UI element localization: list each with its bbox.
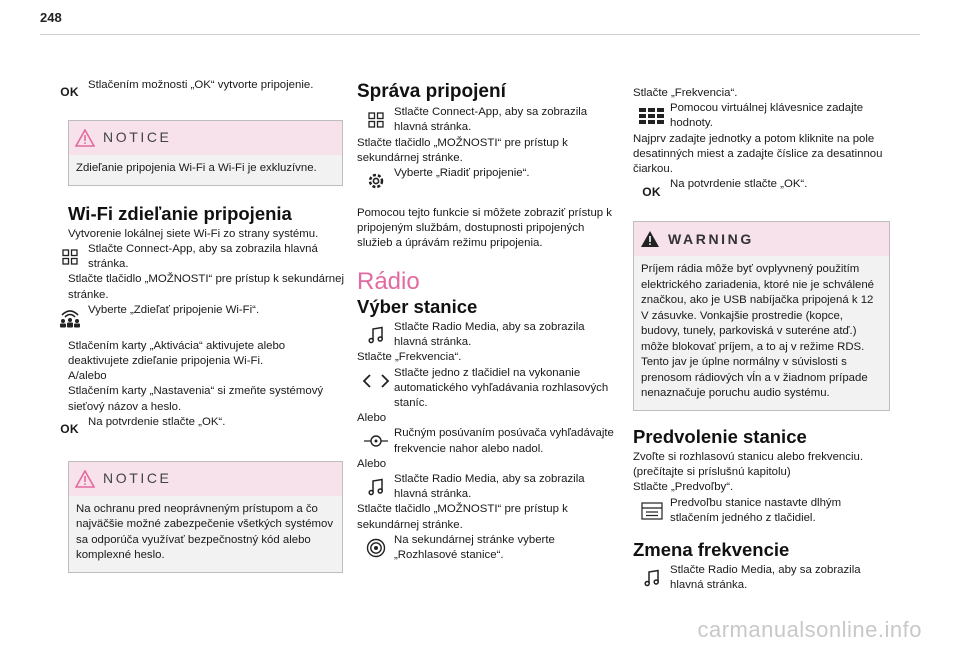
paragraph: Stlačením karty „Nastavenia“ si zmeňte systémový sieťový názov a heslo. bbox=[68, 385, 324, 413]
step-share-wifi: Vyberte „Zdieľať pripojenie Wi-Fi“. bbox=[88, 303, 346, 333]
step-radio-media: Stlačte Radio Media, aby sa zobrazila hlavná stránka. bbox=[394, 320, 615, 350]
paragraph: Alebo bbox=[357, 412, 387, 425]
wifi-sharing-icon bbox=[51, 303, 88, 333]
warning-triangle-icon bbox=[75, 470, 95, 488]
column-2 bbox=[357, 81, 615, 563]
step-confirm-ok: OK Stlačením možnosti „OK“ vytvorte pripojenie. bbox=[88, 78, 346, 108]
music-note-icon bbox=[633, 563, 670, 593]
paragraph: Stlačte tlačidlo „MOŽNOSTI“ pre prístup k sekundárnej stránke. bbox=[68, 273, 345, 301]
notice-text: Na ochranu pred neoprávneným prístupom a čo najväčšie možné zabezpečenie všetkých systémov sa odporúča využívať bezpečnostný kód alebo komplexné heslo. bbox=[69, 496, 342, 572]
connect-app-icon bbox=[51, 242, 88, 272]
step-manage-connection: Vyberte „Riadiť pripojenie“. bbox=[394, 166, 615, 196]
radio-title: Rádio bbox=[357, 267, 420, 295]
step-preset: Predvoľbu stanice nastavte dlhým stlačením jedného z tlačidiel. bbox=[670, 496, 891, 526]
ok-icon: OK bbox=[642, 184, 661, 199]
notice-title: NOTICE bbox=[103, 470, 172, 487]
notice-box-1 bbox=[68, 120, 343, 186]
warning-triangle-icon bbox=[75, 129, 95, 147]
warning-box bbox=[633, 221, 890, 411]
notice-title: NOTICE bbox=[103, 129, 172, 146]
paragraph: Stlačte „Frekvencia“. bbox=[633, 87, 738, 99]
paragraph: Stlačením karty „Aktivácia“ aktivujete alebo deaktivujete zdieľanie pripojenia Wi-Fi. bbox=[68, 339, 286, 367]
paragraph: Alebo bbox=[357, 457, 387, 470]
step-radio-media: Stlačte Radio Media, aby sa zobrazila hlavná stránka. bbox=[670, 563, 891, 593]
paragraph: Najprv zadajte jednotky a potom kliknite na pole desatinných miest a zadajte číslice za desatinnou čiarkou. bbox=[633, 132, 883, 176]
music-note-icon bbox=[357, 472, 394, 502]
step-confirm-ok-2: OK Na potvrdenie stlačte „OK“. bbox=[88, 415, 346, 445]
gear-icon bbox=[357, 166, 394, 196]
slider-icon bbox=[357, 426, 394, 456]
station-preset-title: Predvolenie stanice bbox=[633, 425, 807, 447]
step-radio-stations: Na sekundárnej stránke vyberte „Rozhlasové stanice“. bbox=[394, 533, 615, 563]
step-manual-slider: Ručným posúvaním posúvača vyhľadávajte frekvencie nahor alebo nadol. bbox=[394, 426, 615, 456]
wifi-sharing-title: Wi-Fi zdieľanie pripojenia bbox=[68, 202, 292, 224]
step-connect-app: Stlačte Connect-App, aby sa zobrazila hlavná stránka. bbox=[394, 105, 615, 135]
warning-text: Príjem rádia môže byť ovplyvnený použitím elektrického zariadenia, ktoré nie je schválené značkou, ako je USB nabíjačka pripojená k 12 V zásuvke. Vonkajšie prostredie (kopce, budovy, tunely, parkoviská v suteréne atď.) môže blokovať príjem, a to aj v režime RDS. Tento jav je úplne normálny v súvislosti s prenosom rádiových vĺn a v žiadnom prípade nenaznačuje poruchu audio systému. bbox=[634, 256, 889, 410]
seek-arrows-icon bbox=[357, 366, 394, 396]
paragraph: Stlačte „Predvoľby“. bbox=[633, 481, 734, 494]
notice-box-2 bbox=[68, 461, 343, 573]
paragraph: Stlačte tlačidlo „MOŽNOSTI“ pre prístup k sekundárnej stránke. bbox=[357, 503, 568, 531]
connect-app-icon bbox=[357, 105, 394, 135]
paragraph: A/alebo bbox=[68, 370, 107, 383]
radio-broadcast-icon bbox=[357, 533, 394, 563]
ok-icon: OK bbox=[60, 85, 79, 100]
page-number: 248 bbox=[40, 10, 62, 25]
step-radio-media-2: Stlačte Radio Media, aby sa zobrazila hlavná stránka. bbox=[394, 472, 615, 502]
connection-management-title: Správa pripojení bbox=[357, 81, 506, 102]
music-note-icon bbox=[357, 320, 394, 350]
header-rule bbox=[40, 34, 920, 35]
step-auto-search: Stlačte jedno z tlačidiel na vykonanie automatického vyhľadávania rozhlasových staníc. bbox=[394, 366, 615, 412]
column-3 bbox=[633, 86, 891, 594]
paragraph: Pomocou tejto funkcie si môžete zobraziť prístup k pripojeným službám, dostupnosti pripojených služieb a úprávám režimu pripojenia. bbox=[357, 207, 612, 250]
column-1 bbox=[60, 78, 346, 573]
preset-list-icon bbox=[633, 496, 670, 526]
step-confirm-ok: OK Na potvrdenie stlačte „OK“. bbox=[670, 177, 891, 207]
step-connect-app: Stlačte Connect-App, aby sa zobrazila hlavná stránka. bbox=[88, 242, 346, 272]
notice-text: Zdieľanie pripojenia Wi-Fi a Wi-Fi je exkluzívne. bbox=[69, 155, 342, 185]
paragraph: Vytvorenie lokálnej siete Wi-Fi zo strany systému. bbox=[68, 227, 319, 240]
station-selection-title: Výber stanice bbox=[357, 295, 478, 317]
keyboard-icon bbox=[633, 101, 670, 131]
paragraph: Zvoľte si rozhlasovú stanicu alebo frekvenciu. (prečítajte si príslušnú kapitolu) bbox=[633, 450, 863, 479]
frequency-change-title: Zmena frekvencie bbox=[633, 538, 790, 560]
watermark: carmanualsonline.info bbox=[697, 617, 922, 642]
warning-triangle-icon bbox=[640, 230, 660, 248]
warning-title: WARNING bbox=[668, 230, 754, 247]
step-virtual-keyboard: Pomocou virtuálnej klávesnice zadajte hodnoty. bbox=[670, 101, 891, 131]
paragraph: Stlačte „Frekvencia“. bbox=[357, 351, 462, 364]
ok-icon: OK bbox=[60, 422, 79, 437]
paragraph: Stlačte tlačidlo „MOŽNOSTI“ pre prístup k sekundárnej stránke. bbox=[357, 136, 568, 164]
